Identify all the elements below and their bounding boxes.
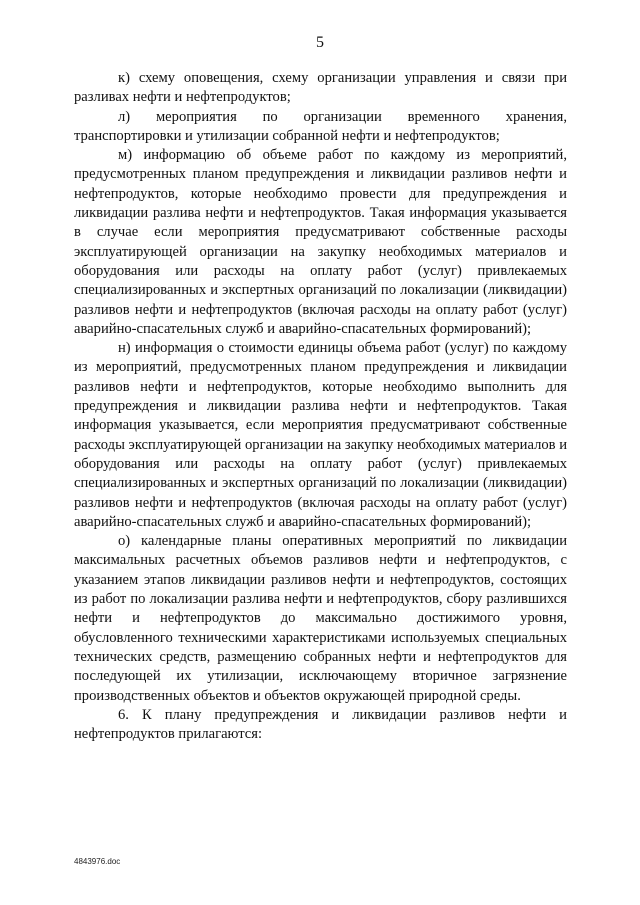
paragraph-m: м) информацию об объеме работ по каждому из мероприятий, предусмотренных планом предупреждения и ликвидации разливов нефти и нефтепродуктов, которые необходимо провести для предупреждения и ликвидации разлива нефти и нефтепродуктов. Такая информация указывается в случае если мероприятия предусматривают собственные расходы эксплуатирующей организации на закупку необходимых материалов и оборудования или расходы на оплату работ (услуг) привлекаемых специализированных и экспертных организаций по локализации (ликвидации) разливов нефти и нефтепродуктов (включая расходы на оплату работ (услуг) аварийно-спасательных служб и аварийно-спасательных формирований); [74,147,567,337]
paragraph-n: н) информация о стоимости единицы объема работ (услуг) по каждому из мероприятий, предусмотренных планом предупреждения и ликвидации разливов нефти и нефтепродуктов, которые необходимо выполнить для предупреждения и ликвидации разлива нефти и нефтепродуктов. Такая информация указывается, если мероприятия предусматривают собственные расходы эксплуатирующей организации на закупку необходимых материалов и оборудования или расходы на оплату работ (услуг) привлекаемых специализированных и экспертных организаций по локализации (ликвидации) разливов нефти и нефтепродуктов (включая расходы на оплату работ (услуг) аварийно-спасательных служб и аварийно-спасательных формирований); [74,340,568,530]
paragraph-o: о) календарные планы оперативных мероприятий по ликвидации максимальных расчетных объемов разливов нефти и нефтепродуктов, с указанием этапов ликвидации разливов нефти и нефтепродуктов, состоящих из работ по локализации разлива нефти и нефтепродуктов, сбору разлившихся нефти и нефтепродуктов до максимально достижимого уровня, обусловленного техническими характеристиками используемых специальных технических средств, размещению собранных нефти и нефтепродуктов для последующей их утилизации, исключающему вторичное загрязнение производственных объектов и объектов окружающей природной среды. [74,533,567,704]
page-number: 5 [316,34,324,51]
document-footer-filename: 4843976.doc [74,857,121,866]
paragraph-6: 6. К плану предупреждения и ликвидации разливов нефти и нефтепродуктов прилагаются: [74,706,567,743]
document-body [74,69,567,744]
paragraph-l: л) мероприятия по организации временного хранения, транспортировки и утилизации собранной нефти и нефтепродуктов; [74,108,567,144]
paragraph-k: к) схему оповещения, схему организации управления и связи при разливах нефти и нефтепродуктов; [74,70,567,106]
